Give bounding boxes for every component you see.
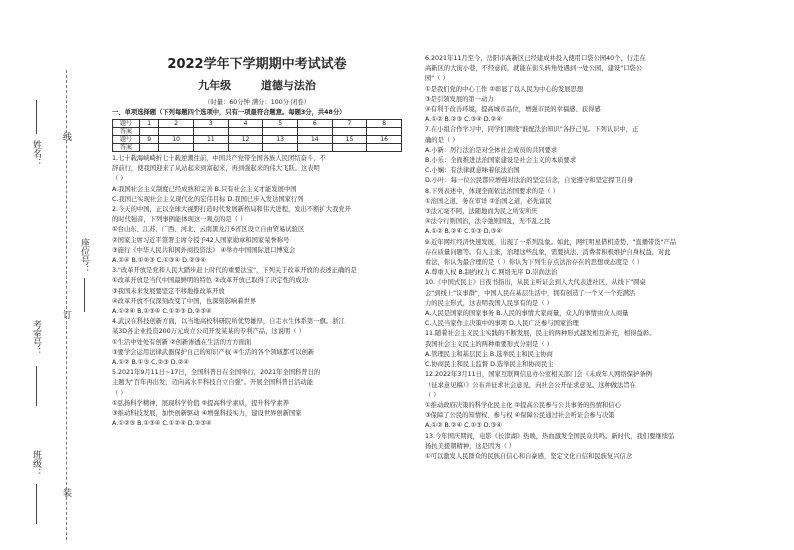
answer-table-header-cell: 答案 (113, 128, 140, 136)
question-line: C.协商民主和民主监督 D.选举民主和协商民主 (425, 361, 554, 369)
exam-title: 2022学年下学期期中考试试卷 (167, 57, 347, 72)
right-column (425, 0, 710, 462)
question-line: 4.武汉在科技创新方面，以当地高校科研院所优势雄厚，自走水生体系第一旗。浙江 (112, 318, 345, 326)
question-line: ③要学会运用法律武器保护自己的知识产权 ④生活的各个领域都可以创新 (112, 348, 315, 356)
question-number-cell: 16 (367, 136, 402, 144)
question-number-cell: 11 (194, 136, 229, 144)
question-number-cell: 10 (159, 136, 194, 144)
question-number-cell: 7 (332, 120, 367, 128)
question-line: 力的民主形式，这表明我国人民享有的是（ ） (425, 299, 553, 307)
question-line: A.①② B.②④ C.①③ D.③④ (425, 422, 502, 430)
question-line: C.人民当家作主决策中的事项 D.人民广泛参与国家治理 (425, 320, 579, 328)
question-line: （ ） (112, 175, 127, 183)
question-line: A.①②④ B.①③④ C.①②③ D.②③④ (112, 308, 212, 316)
question-line: ①治国之道，务在审详 ②治国之道，必先富民 (425, 197, 552, 205)
question-line: 7.在小组合作学习中，同学们围绕"谁配法治知识"各抒己见。下列认识中，正 (425, 126, 639, 134)
name-line[interactable] (36, 100, 37, 134)
answer-cell[interactable] (140, 128, 159, 136)
question-number-cell: 12 (228, 136, 263, 144)
answer-cell[interactable] (228, 144, 263, 152)
answer-cell[interactable] (159, 144, 194, 152)
answer-cell[interactable] (263, 144, 298, 152)
answer-table-header-cell: 答案 (113, 144, 140, 152)
question-number-cell: 15 (332, 136, 367, 144)
cut-mark-top: 线 (61, 132, 71, 141)
question-line: ①生活中处处有创新 ②创新渗透在生活的方方面面 (112, 338, 252, 346)
question-line: A.①② B.②③ C.③④ D.②④ (425, 116, 502, 124)
question-line: ①推动政府决策的科学化民主化 ②提高公民参与公共事务的热情和信心 (425, 401, 621, 409)
question-line: 主题为"百年再出发，迈向高水平科技自立自强"。开展全国科普日活动能 (112, 379, 313, 387)
question-line: 8.下列表述中，体现全面依法治国要求的是（ ） (425, 187, 559, 195)
question-line: 3."改革开放是党和人民大踏步赶上时代的重要法宝"，下列关于改革开放的表述正确的是 (112, 267, 357, 275)
question-line: ①台山东、江苏、广西、河北、云南黑龙江6省区设立自由贸易试验区 (112, 226, 305, 234)
question-line: C.小娴：有法律就意味着依法治国 (425, 167, 520, 175)
question-line: 扬抗美援朝精神，这是因为（ ） (425, 442, 516, 450)
left-column (112, 0, 402, 429)
grade-label: 九年级 (198, 79, 232, 92)
question-line: A.尊重人权 B.制约权力 C.网络无序 D.崇尚法治 (425, 269, 558, 277)
cut-mark-middle: 订 (61, 310, 71, 319)
question-line: 的时代强音，下列事例能体现这一观点的是（ ） (112, 216, 247, 224)
question-line: 园"（ ） (425, 75, 449, 83)
seat-line[interactable] (84, 278, 85, 312)
question-number-cell: 3 (194, 120, 229, 128)
answer-table (112, 119, 402, 152)
answer-table-row (113, 128, 402, 136)
question-line: 12.2022年3月11日，国家互联网信息办公室相关部门会《未成年人网络保护条例 (425, 371, 652, 379)
question-line: A.人民是国家的国家事务 B.人民的事情大家商量，众人的事情由众人商量 (425, 310, 629, 318)
answer-table-row (113, 144, 402, 152)
question-line: B.小乐：全面推进法治国家建设是社会主义的本质要求 (425, 157, 577, 165)
question-line: 我国社会主义民主的两种重要形式分别是（ ） (425, 340, 553, 348)
question-line: 5.2021年9月11日~17日，全国科普日在全国举行，2021年全国科普日的 (112, 369, 321, 377)
question-line: ③法元毫不阿，法随地而为民之所安所庆 (425, 208, 538, 216)
answer-cell[interactable] (332, 144, 367, 152)
seat-label: 座位号： (79, 238, 89, 274)
answer-cell[interactable] (159, 128, 194, 136)
question-line: A.小新：厉行法治是对全体社会成员的共同要求 (425, 146, 558, 154)
question-number-cell: 5 (263, 120, 298, 128)
question-line: ③推动科技发展，加快创新驱动 ④增强科技实力，建设世界创新国家 (112, 410, 302, 418)
answer-cell[interactable] (194, 128, 229, 136)
question-line: 10.《中国式民主》日夜书指出，从民主听证会到人大代表进社区，从线下"圆桌 (425, 279, 646, 287)
question-line: 2.今天的中国，正以全球大视野打造时代发展新格局和伟大进程，发出不断扩大我党开 (112, 206, 351, 214)
question-line: ①是我们党的中心工作 ②彰显了以人民为中心的发展思想 (425, 85, 584, 93)
question-line: ③施行《中华人民共和国外商投资法》 ④举办中国国际进口博览会 (112, 246, 296, 254)
answer-table-row (113, 120, 402, 128)
question-number-cell: 8 (367, 120, 402, 128)
class-label: 班级： (31, 450, 41, 477)
question-line: A.①② B.①③ C.②③ D.②④ (112, 359, 189, 367)
binding-margin (8, 70, 103, 540)
question-number-cell: 6 (297, 120, 332, 128)
question-line: 辞前行，使我国迎来了从站起来到富起来，再到强起来的伟大飞跃。这表明 (112, 165, 320, 173)
question-line: ①弘扬科学精神，展现科学价值 ②提高科学素质，提升科学素养 (112, 399, 290, 407)
answer-cell[interactable] (194, 144, 229, 152)
answer-cell[interactable] (332, 128, 367, 136)
question-line: 1.七十载海峡崎折七十载逆潮往前，中国共产党带全国各族人民团结奋斗，不 (112, 155, 326, 162)
question-number-cell: 1 (140, 120, 159, 128)
question-number-cell: 2 (159, 120, 194, 128)
left-questions (112, 154, 402, 429)
question-line: 看法，你认为最合理的是（ ）你认为下列生存点法治存在的思想或态度是（ ） (425, 259, 644, 267)
subject-label: 道德与法治 (260, 79, 316, 92)
answer-cell[interactable] (297, 128, 332, 136)
answer-cell[interactable] (140, 144, 159, 152)
answer-cell[interactable] (297, 144, 332, 152)
question-line: ①可以激发人民群众的民族自信心和自豪感，坚定文化自信和民族复兴信念 (425, 452, 633, 460)
class-line[interactable] (36, 484, 37, 524)
question-line: ①改革开放是当代中国最鲜明的特色 ②改革开放已取得了决定性的成功 (112, 277, 308, 285)
cut-mark-bottom: 装 (61, 488, 71, 497)
section-heading: 一、单项选择题（下列每题四个选项中，只有一项最符合题意。每题3分，共48分） (112, 109, 346, 116)
exam-subtitle (112, 78, 402, 94)
question-line: 某3D各企业投资200万元成立公司开发某某的专利产品，这说明（ ） (112, 328, 305, 336)
question-line: A.我国社会主义制度已经成熟和完善 B.只有社会主义才能发展中国 (112, 185, 297, 193)
question-number-cell: 14 (297, 136, 332, 144)
question-line: A.①④ B.①②③ C.①③④ D.②③④ (112, 257, 206, 265)
exam-meta: （时量：60分钟 满分：100分 闭卷） (204, 99, 310, 106)
answer-table-row (113, 136, 402, 144)
question-line: D.小叶：每一位公民都应增强对法治的坚定信念，自觉遵守和坚定捍卫自身 (425, 177, 634, 185)
answer-cell[interactable] (263, 128, 298, 136)
question-line: 13.今年国庆期间，电影《长津湖》热映，热血激发全国民众共鸣。新时代，我们要继续弘 (425, 432, 675, 440)
question-line: ③是引领发展的第一动力 (425, 95, 494, 103)
question-line: 6.2021年11月至今，岳阳市高新区已经建成并投入使用口袋公园40个，行走在 (425, 55, 646, 62)
question-line: A.①②③ B.①③④ C.①②④ D.②③④ (112, 420, 212, 428)
question-number-cell: 13 (263, 136, 298, 144)
question-line: 9.近年网红经济快速发展，出现了一系列乱象。如此，网红明星借机造势，"直播带货"产品 (425, 238, 677, 246)
question-line: ③保障了公民的知情权、参与权 ④保障公民通过社会听证会参与决策 (425, 412, 615, 420)
question-number-cell: 9 (140, 136, 159, 144)
question-line: 11.随着社会主义民主实践的不断发展，民主的两种形式越发相互补充，相得益彰。 (425, 330, 656, 338)
question-number-cell: 4 (228, 120, 263, 128)
room-label: 考室号： (31, 320, 41, 356)
answer-table-header-cell: 题号 (113, 136, 140, 144)
question-line: ④有利于改善环境，提高城市品位，增强市民的幸福感、获得感 (425, 106, 601, 114)
right-questions (425, 54, 710, 462)
question-line: C.我国已实现社会主义现代化的宏伟目标 D.我国已步入发达国家行列 (112, 195, 304, 203)
question-line: 确的是（ ） (425, 136, 459, 144)
question-line: （征求意见稿）》公布并征求社会意见，向社会公开征求意见。这种做法旨在 (425, 381, 636, 389)
answer-cell[interactable] (367, 144, 402, 152)
question-line: ④改革开放不仅深刻改变了中国，也深刻影响着世界 (112, 297, 257, 305)
question-line: （ ） (425, 391, 440, 399)
question-line: A.①② B.②④ C.①③ D.③④ (425, 228, 502, 236)
question-line: 高新区的大街小巷，不经意间，就能在街头转角处遇到一处公园，建设"口袋公 (425, 65, 642, 73)
answer-cell[interactable] (228, 128, 263, 136)
question-line: （ ） (112, 389, 127, 397)
question-line: A.管理民主和基层民主 B.选举民主和民主协商 (425, 350, 553, 358)
name-label: 姓名： (31, 140, 41, 167)
room-line[interactable] (36, 366, 37, 406)
question-line: 会"到线上"议事群"，中国人民在基层生活中，拥有创造了一个又一个充满活 (425, 289, 636, 297)
answer-cell[interactable] (367, 128, 402, 136)
question-line: ②国家主席习近平签署主席令授予42人国家勋章和国家荣誉称号 (112, 236, 290, 244)
question-line: ③我国未来发展要坚定不移地推改革开放 (112, 287, 225, 295)
answer-table-header-cell: 题号 (113, 120, 140, 128)
question-line: ④法令行则国治，法令弛则国乱，无不乱之民 (425, 218, 551, 226)
question-line: 存在质量问题等。有人主张，治理这些乱象，需要执法、消费者积极维护自身权益，对此 (425, 248, 671, 256)
